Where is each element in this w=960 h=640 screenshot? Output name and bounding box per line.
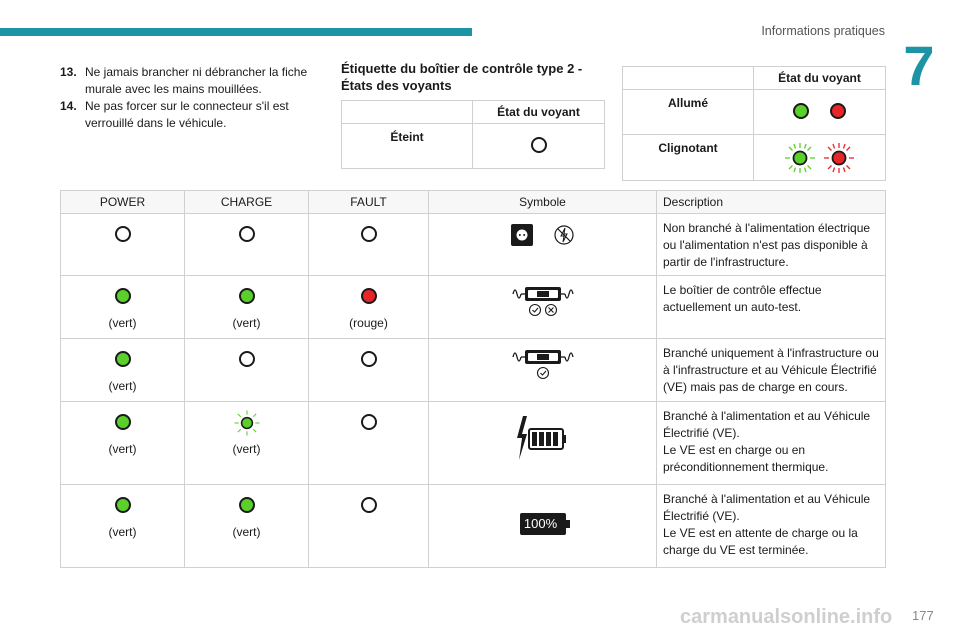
charge-color-label: (vert) [232, 442, 261, 456]
note-item [60, 64, 322, 98]
legend-label-on: Allumé [623, 90, 754, 135]
section-title: Étiquette du boîtier de contrôle type 2 - États des voyants [341, 61, 583, 93]
legend-off-table [341, 100, 605, 169]
power-plug-icon [511, 224, 533, 246]
note-text: Ne pas forcer sur le connecteur s'il est verrouillé dans le véhicule. [85, 99, 289, 130]
power-led-green-icon [115, 497, 131, 513]
table-row [61, 485, 886, 568]
led-green-on-icon [793, 103, 809, 119]
battery-full-icon [520, 513, 566, 535]
chapter-number: 7 [903, 34, 935, 97]
note-item [60, 98, 322, 132]
legend-header: État du voyant [473, 101, 605, 124]
fault-led-off-icon [361, 414, 377, 430]
table-row [61, 339, 886, 402]
row-description: Branché à l'alimentation et au Véhicule Électrifié (VE). Le VE est en charge ou en préconditionnement thermique. [657, 402, 886, 485]
row-description: Branché uniquement à l'infrastructure ou à l'infrastructure et au Véhicule Électrifié (VE) mais pas de charge en cours. [657, 339, 886, 402]
charge-led-green-icon [239, 288, 255, 304]
table-row [61, 276, 886, 339]
battery-charging-icon [513, 414, 573, 466]
row-description: Non branché à l'alimentation électrique ou l'alimentation n'est pas disponible à partir de l'infrastructure. [657, 214, 886, 276]
battery-percent-label: 100% [523, 516, 558, 531]
column-header-description: Description [657, 191, 886, 214]
column-header-fault: FAULT [309, 191, 429, 214]
led-red-blinking-icon [821, 142, 857, 174]
fault-color-label: (rouge) [349, 316, 388, 330]
power-color-label: (vert) [108, 525, 137, 539]
power-color-label: (vert) [108, 442, 137, 456]
table-row [61, 402, 886, 485]
led-green-blinking-icon [782, 142, 818, 174]
battery-terminal [566, 520, 570, 528]
legend-on-table [622, 66, 886, 181]
legend-empty-header [623, 67, 754, 90]
led-off-icon [531, 137, 547, 153]
power-led-green-icon [115, 414, 131, 430]
charge-led-off-icon [239, 351, 255, 367]
column-header-symbol: Symbole [429, 191, 657, 214]
charge-led-green-blinking-icon [232, 408, 262, 438]
charge-led-off-icon [239, 226, 255, 242]
note-number: 14. [60, 99, 77, 113]
led-states-table [60, 190, 886, 568]
fault-led-off-icon [361, 226, 377, 242]
legend-label-off: Éteint [342, 124, 473, 169]
power-led-green-icon [115, 351, 131, 367]
row-description: Branché à l'alimentation et au Véhicule Électrifié (VE). Le VE est en attente de charge ou la charge du VE est terminée. [657, 485, 886, 568]
table-row [61, 214, 886, 276]
fault-led-red-icon [361, 288, 377, 304]
legend-empty-header [342, 101, 473, 124]
power-led-off-icon [115, 226, 131, 242]
charge-color-label: (vert) [232, 525, 261, 539]
watermark: carmanualsonline.info [680, 606, 893, 628]
column-header-power: POWER [61, 191, 185, 214]
charge-led-green-icon [239, 497, 255, 513]
control-box-self-test-icon [511, 282, 575, 318]
page-header-title: Informations pratiques [761, 24, 885, 38]
row-description: Le boîtier de contrôle effectue actuellement un auto-test. [657, 276, 886, 339]
header-accent-bar [0, 28, 472, 36]
fault-led-off-icon [361, 497, 377, 513]
legend-header: État du voyant [754, 67, 886, 90]
led-red-on-icon [830, 103, 846, 119]
fault-led-off-icon [361, 351, 377, 367]
no-power-icon [553, 224, 575, 246]
legend-label-blinking: Clignotant [623, 135, 754, 181]
note-text: Ne jamais brancher ni débrancher la fiche murale avec les mains mouillées. [85, 65, 308, 96]
column-header-charge: CHARGE [185, 191, 309, 214]
control-box-connected-icon [511, 345, 575, 381]
power-color-label: (vert) [108, 316, 137, 330]
charge-color-label: (vert) [232, 316, 261, 330]
note-number: 13. [60, 65, 77, 79]
power-color-label: (vert) [108, 379, 137, 393]
power-led-green-icon [115, 288, 131, 304]
notes-list [60, 64, 322, 132]
page-number: 177 [912, 608, 934, 623]
